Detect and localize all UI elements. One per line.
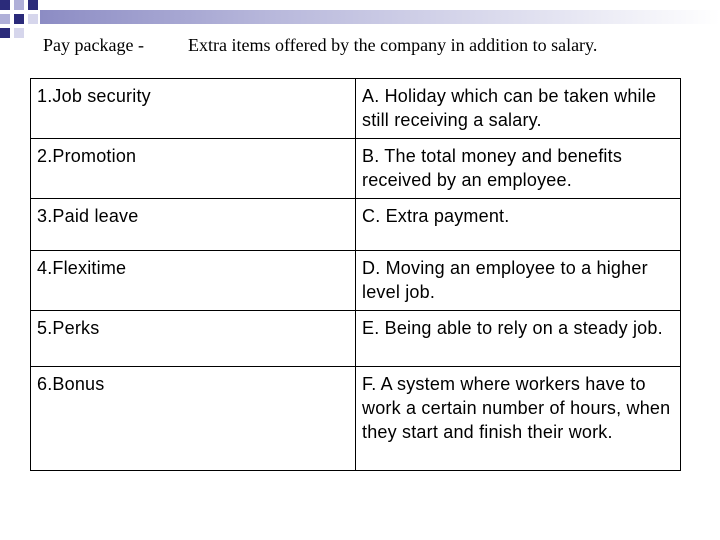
- header-definition: [43, 35, 713, 56]
- deco-square-dark-4: [0, 28, 10, 38]
- table-row: [31, 79, 681, 139]
- term-cell: 3.Paid leave: [31, 199, 356, 251]
- definition-cell: A. Holiday which can be taken while still receiving a salary.: [356, 79, 681, 139]
- definition-cell: F. A system where workers have to work a certain number of hours, when they start and finish their work.: [356, 367, 681, 471]
- definition-cell: E. Being able to rely on a steady job.: [356, 311, 681, 367]
- deco-square-light-4: [14, 28, 24, 38]
- table-row: [31, 139, 681, 199]
- term-cell: 2.Promotion: [31, 139, 356, 199]
- matching-table: [30, 78, 681, 471]
- term-cell: 6.Bonus: [31, 367, 356, 471]
- deco-square-dark-2: [28, 0, 38, 10]
- term-cell: 4.Flexitime: [31, 251, 356, 311]
- table-row: [31, 367, 681, 471]
- deco-square-dark-3: [14, 14, 24, 24]
- definition-cell: D. Moving an employee to a higher level job.: [356, 251, 681, 311]
- table-row: [31, 251, 681, 311]
- deco-square-light-3: [28, 14, 38, 24]
- header-definition-text: Extra items offered by the company in addition to salary.: [188, 35, 598, 55]
- header-gradient-bar: [40, 10, 720, 24]
- deco-square-light-1: [14, 0, 24, 10]
- definition-cell: B. The total money and benefits received by an employee.: [356, 139, 681, 199]
- definition-cell: C. Extra payment.: [356, 199, 681, 251]
- header-term: Pay package -: [43, 35, 144, 55]
- table-row: [31, 311, 681, 367]
- deco-square-dark-1: [0, 0, 10, 10]
- deco-square-light-2: [0, 14, 10, 24]
- term-cell: 5.Perks: [31, 311, 356, 367]
- table-row: [31, 199, 681, 251]
- term-cell: 1.Job security: [31, 79, 356, 139]
